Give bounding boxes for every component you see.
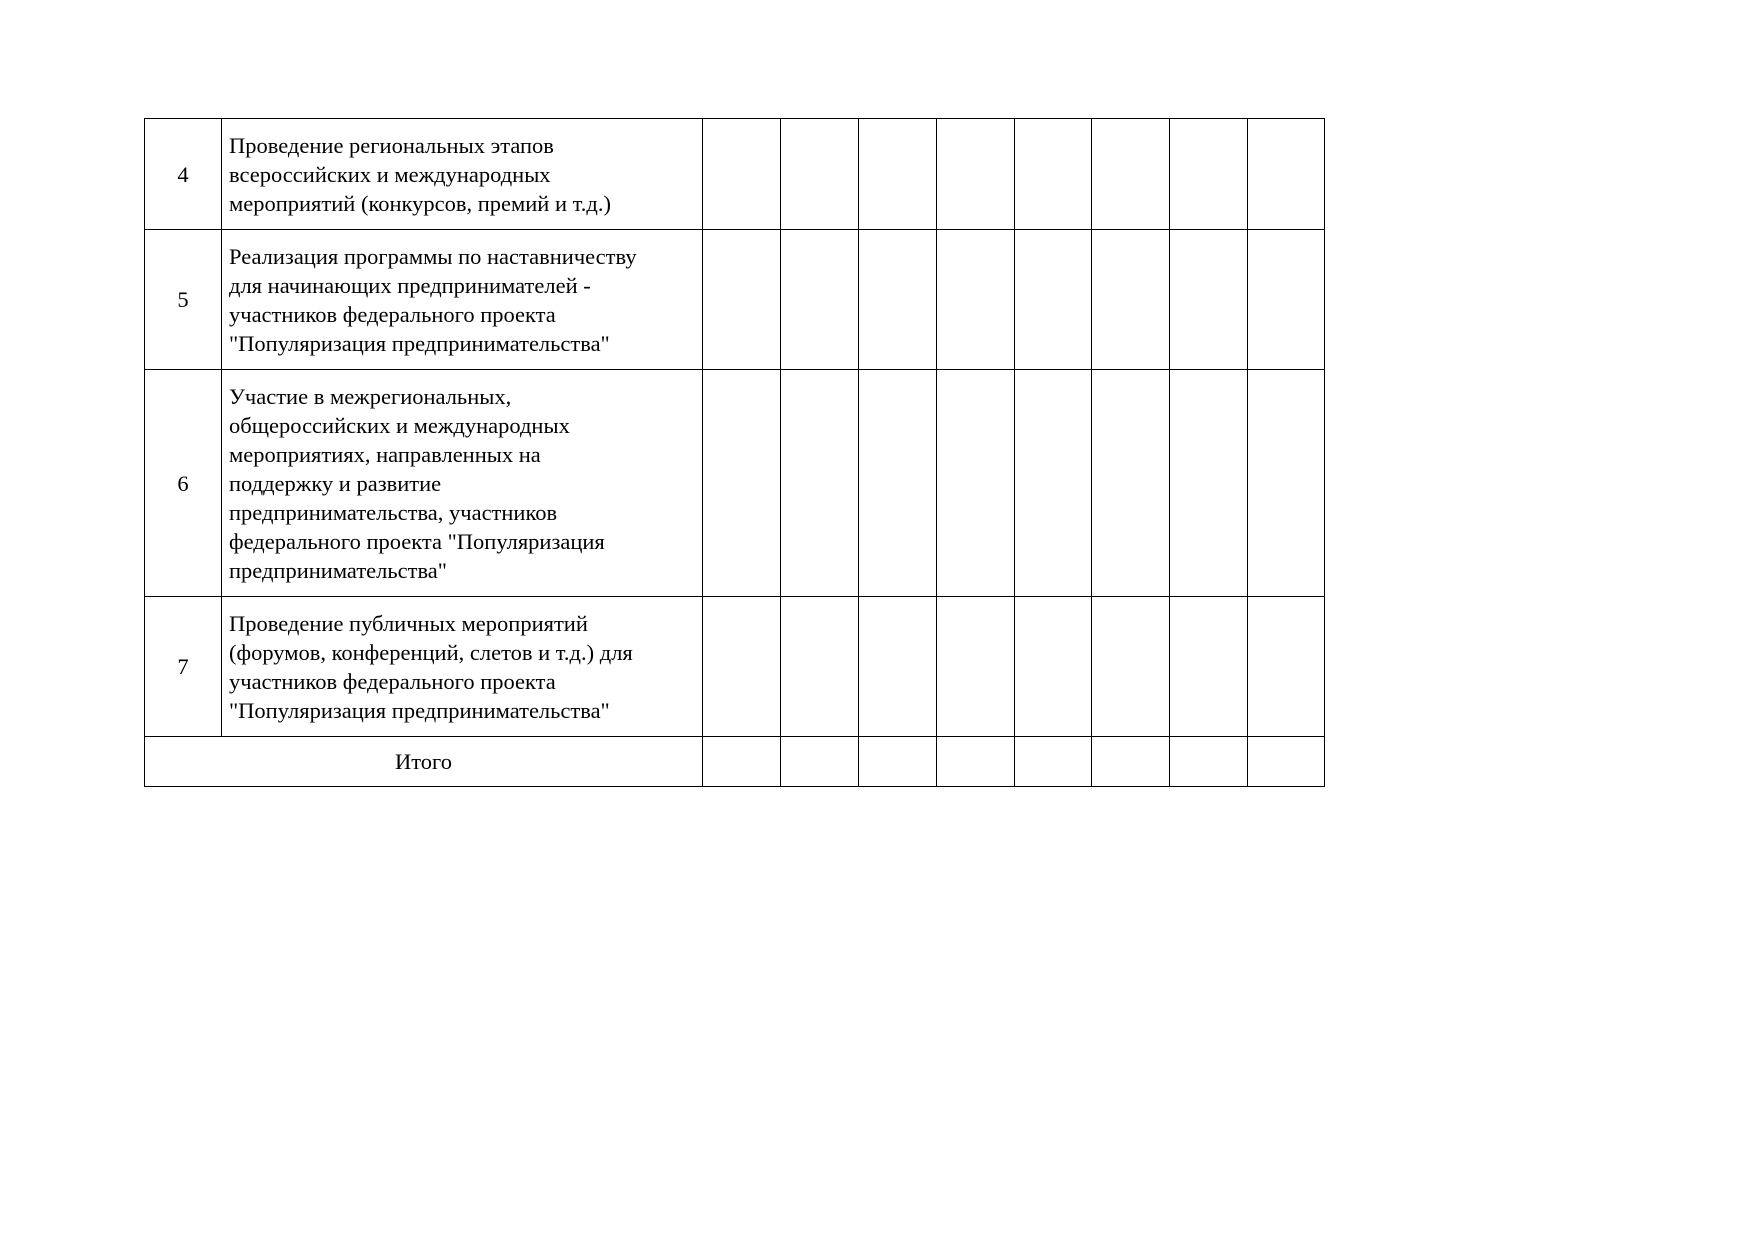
table-row: [145, 119, 1325, 230]
row-number: 4: [145, 119, 222, 230]
empty-cell: [1092, 597, 1170, 737]
empty-cell: [859, 737, 937, 787]
text-line: мероприятиях, направленных на: [229, 442, 541, 467]
text-line: Участие в межрегиональных,: [229, 384, 512, 409]
empty-cell: [859, 119, 937, 230]
row-number: 7: [145, 597, 222, 737]
empty-cell: [1015, 737, 1092, 787]
empty-cell: [937, 119, 1015, 230]
empty-cell: [703, 597, 781, 737]
table-row: [145, 230, 1325, 370]
empty-cell: [703, 370, 781, 597]
text-line: федерального проекта "Популяризация: [229, 529, 605, 554]
empty-cell: [937, 737, 1015, 787]
text-line: Проведение публичных мероприятий: [229, 611, 588, 636]
empty-cell: [937, 230, 1015, 370]
text-line: "Популяризация предпринимательства": [229, 331, 610, 356]
table-row: [145, 370, 1325, 597]
empty-cell: [1015, 370, 1092, 597]
empty-cell: [1248, 737, 1325, 787]
empty-cell: [1248, 230, 1325, 370]
empty-cell: [1248, 597, 1325, 737]
total-label: Итого: [145, 737, 703, 787]
empty-cell: [703, 119, 781, 230]
text-line: предпринимательства": [229, 558, 447, 583]
text-line: общероссийских и международных: [229, 413, 570, 438]
text-line: всероссийских и международных: [229, 162, 551, 187]
empty-cell: [859, 230, 937, 370]
row-number: 5: [145, 230, 222, 370]
empty-cell: [781, 597, 859, 737]
text-line: (форумов, конференций, слетов и т.д.) для: [229, 640, 633, 665]
table-row: [145, 597, 1325, 737]
empty-cell: [937, 370, 1015, 597]
text-line: Проведение региональных этапов: [229, 133, 554, 158]
empty-cell: [1092, 370, 1170, 597]
empty-cell: [859, 597, 937, 737]
activity-description: [222, 230, 703, 370]
text-line: поддержку и развитие: [229, 471, 442, 496]
text-line: "Популяризация предпринимательства": [229, 698, 610, 723]
total-row: [145, 737, 1325, 787]
empty-cell: [1170, 370, 1248, 597]
plan-table: [144, 118, 1325, 787]
empty-cell: [781, 737, 859, 787]
empty-cell: [1170, 597, 1248, 737]
text-line: Реализация программы по наставничеству: [229, 244, 637, 269]
activity-description: [222, 597, 703, 737]
text-line: предпринимательства, участников: [229, 500, 558, 525]
empty-cell: [1092, 119, 1170, 230]
activity-description: [222, 370, 703, 597]
text-line: для начинающих предпринимателей -: [229, 273, 591, 298]
empty-cell: [1170, 230, 1248, 370]
empty-cell: [703, 230, 781, 370]
text-line: мероприятий (конкурсов, премий и т.д.): [229, 191, 611, 216]
empty-cell: [1092, 230, 1170, 370]
empty-cell: [781, 370, 859, 597]
row-number: 6: [145, 370, 222, 597]
empty-cell: [937, 597, 1015, 737]
empty-cell: [703, 737, 781, 787]
empty-cell: [1170, 119, 1248, 230]
empty-cell: [1015, 230, 1092, 370]
empty-cell: [1248, 370, 1325, 597]
empty-cell: [781, 119, 859, 230]
empty-cell: [859, 370, 937, 597]
empty-cell: [1015, 597, 1092, 737]
empty-cell: [1170, 737, 1248, 787]
empty-cell: [1248, 119, 1325, 230]
empty-cell: [1015, 119, 1092, 230]
activity-description: [222, 119, 703, 230]
text-line: участников федерального проекта: [229, 669, 556, 694]
empty-cell: [1092, 737, 1170, 787]
text-line: участников федерального проекта: [229, 302, 556, 327]
empty-cell: [781, 230, 859, 370]
